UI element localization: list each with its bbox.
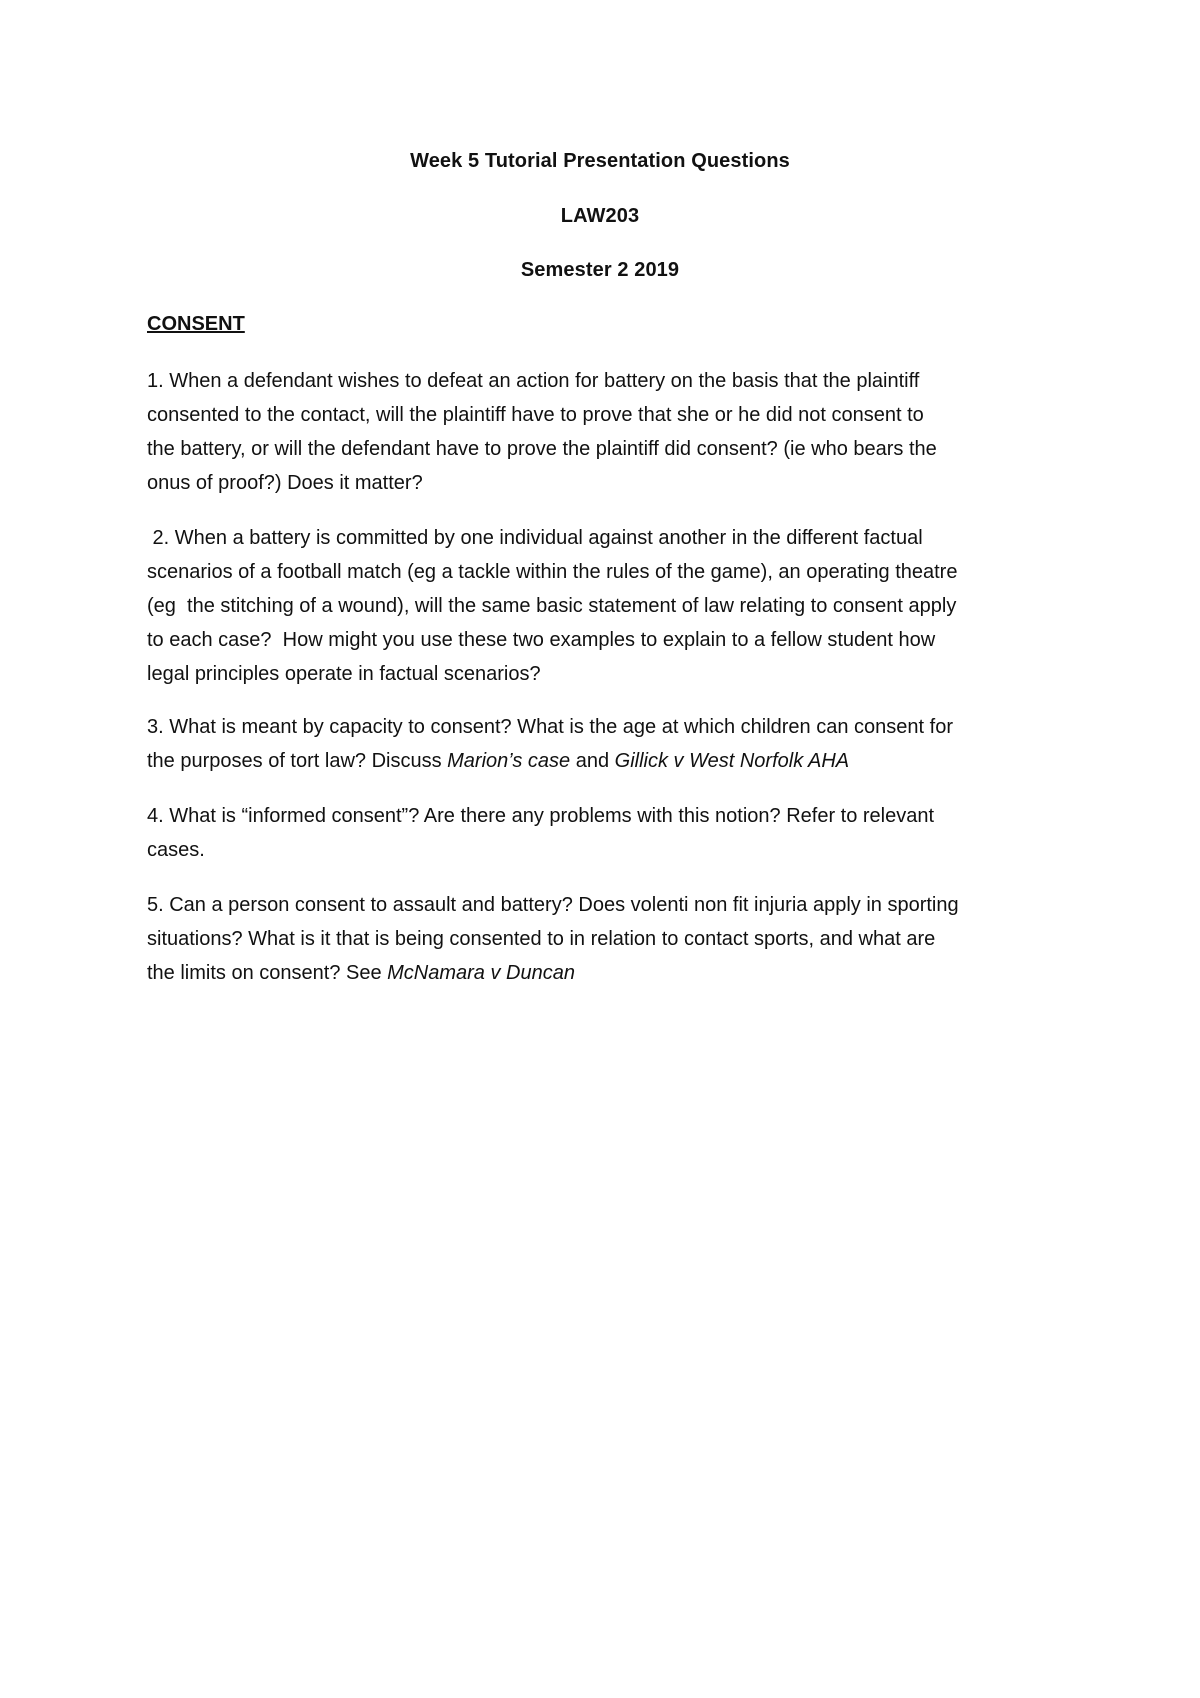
question-1-line: the battery, or will the defendant have to prove the plaintiff did consent? (ie who bears the — [147, 438, 937, 460]
question-2-line: to each case? How might you use these two examples to explain to a fellow student how — [147, 629, 936, 651]
document-title: Week 5 Tutorial Presentation Questions — [410, 150, 790, 172]
question-5-line: situations? What is it that is being consented to in relation to contact sports, and what are — [147, 928, 936, 950]
question-3-line — [147, 744, 1067, 778]
question-4-line: cases. — [147, 839, 205, 861]
question-2-line: legal principles operate in factual scenarios? — [147, 663, 541, 685]
question-1 — [147, 364, 1067, 500]
case-citation: Gillick v West Norfolk AHA — [614, 750, 850, 772]
question-1-line: consented to the contact, will the plaintiff have to prove that she or he did not consent to — [147, 404, 924, 426]
question-2-line: (eg the stitching of a wound), will the same basic statement of law relating to consent apply — [147, 595, 957, 617]
question-1-line: 1. When a defendant wishes to defeat an action for battery on the basis that the plaintiff — [147, 370, 920, 392]
question-3-connector: and — [570, 750, 615, 772]
question-4 — [147, 799, 1067, 867]
question-2-line: scenarios of a football match (eg a tackle within the rules of the game), an operating theatre — [147, 561, 958, 583]
question-5-line: 5. Can a person consent to assault and battery? Does volenti non fit injuria apply in sporting — [147, 894, 959, 916]
case-citation: McNamara v Duncan — [387, 962, 575, 984]
question-5-text: the limits on consent? See — [147, 962, 388, 984]
question-3-text: the purposes of tort law? Discuss — [147, 750, 448, 772]
semester-label: Semester 2 2019 — [520, 259, 680, 281]
question-5-line — [147, 956, 1067, 990]
section-heading-consent: CONSENT — [147, 313, 245, 335]
question-2 — [147, 521, 1067, 691]
question-5 — [147, 888, 1067, 990]
case-citation: Marion’s case — [447, 750, 571, 772]
question-3 — [147, 710, 1067, 778]
course-code: LAW203 — [560, 205, 640, 227]
question-4-line: 4. What is “informed consent”? Are there any problems with this notion? Refer to relevant — [147, 805, 935, 827]
question-3-line: 3. What is meant by capacity to consent? What is the age at which children can consent for — [147, 716, 953, 738]
question-1-line: onus of proof?) Does it matter? — [147, 472, 423, 494]
question-2-line: 2. When a battery is committed by one individual against another in the different factual — [147, 527, 923, 549]
